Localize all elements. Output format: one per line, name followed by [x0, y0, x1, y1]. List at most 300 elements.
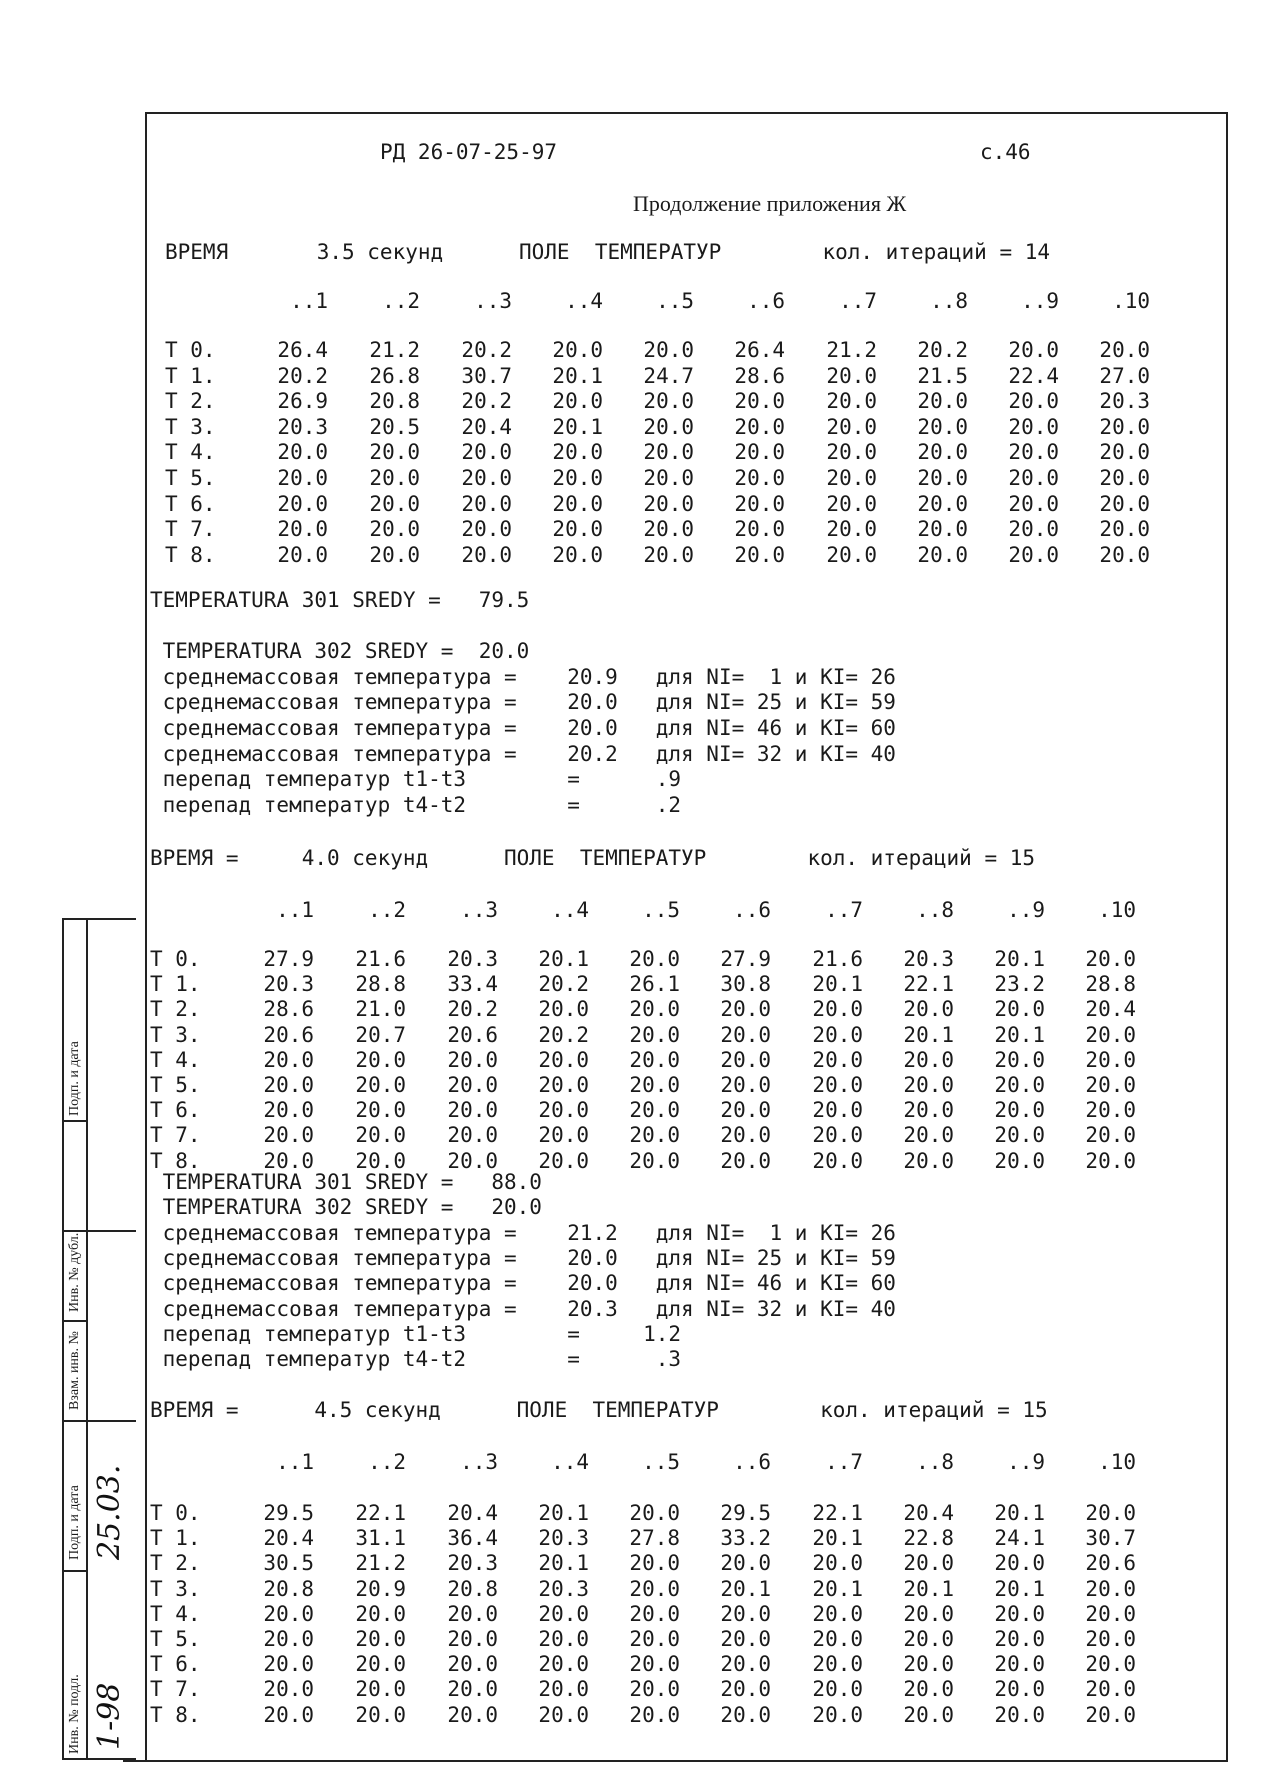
table-cell: 20.0 — [538, 1098, 589, 1123]
table-cell: 20.0 — [629, 1098, 680, 1123]
table-cell: 20.0 — [263, 1123, 314, 1148]
table-cell: 20.2 — [917, 338, 968, 362]
column-header: ..7 — [839, 289, 877, 313]
table-cell: 20.0 — [355, 1123, 406, 1148]
row-label: T 1. — [150, 1526, 201, 1551]
table-cell: 20.8 — [447, 1576, 498, 1601]
table-cell: 20.0 — [447, 1123, 498, 1148]
table-cell: 20.5 — [369, 414, 420, 439]
table-cell: 22.1 — [812, 1501, 863, 1525]
table-cell: 20.0 — [1008, 338, 1059, 362]
table-cell: 20.3 — [263, 972, 314, 997]
table-cell: 20.0 — [1008, 517, 1059, 542]
row-label: T 4. — [150, 1601, 201, 1626]
table-cell: 20.0 — [277, 466, 328, 490]
table-cell: 20.2 — [538, 1022, 589, 1047]
row-label: T 7. — [150, 1123, 201, 1148]
table-cell: 20.0 — [720, 1022, 771, 1047]
table-cell: 20.0 — [1099, 338, 1150, 362]
table-cell: 20.0 — [1008, 542, 1059, 567]
table-cell: 20.4 — [263, 1526, 314, 1551]
table-cell: 20.0 — [629, 997, 680, 1022]
row-label: T 1. — [150, 972, 201, 997]
table-cell: 20.0 — [994, 1627, 1045, 1651]
table-cell: 20.0 — [552, 491, 603, 516]
table-cell: 20.4 — [903, 1501, 954, 1525]
table-cell: 20.0 — [461, 466, 512, 490]
table-cell: 30.5 — [263, 1551, 314, 1576]
page-number: с.46 — [980, 140, 1031, 164]
table-cell: 20.1 — [994, 1576, 1045, 1601]
table-cell: 20.1 — [552, 414, 603, 439]
time-line-2: ВРЕМЯ = 4.0 секунд ПОЛЕ ТЕМПЕРАТУР кол. итераций = 15 — [150, 846, 1036, 870]
table-cell: 20.0 — [355, 1627, 406, 1651]
table-cell: 20.0 — [461, 517, 512, 542]
table-cell: 20.0 — [552, 338, 603, 362]
table-cell: 20.0 — [812, 1022, 863, 1047]
table-cell: 20.0 — [447, 1148, 498, 1173]
summary-line: среднемассовая температура = 20.9 для NI= 1 и KI= 26 — [150, 664, 896, 689]
row-label: T 8. — [150, 1148, 201, 1173]
column-header: ..7 — [825, 898, 863, 922]
table-cell: 20.0 — [538, 1627, 589, 1651]
table-cell: 20.0 — [1085, 1148, 1136, 1173]
doc-code: РД 26-07-25-97 — [380, 140, 558, 164]
column-header: ..1 — [276, 898, 314, 922]
table-cell: 22.1 — [355, 1501, 406, 1525]
row-label: T 2. — [150, 1551, 201, 1576]
table-cell: 20.0 — [903, 1047, 954, 1072]
table-cell: 20.1 — [812, 1526, 863, 1551]
table-cell: 20.4 — [447, 1501, 498, 1525]
column-header: ..5 — [642, 898, 680, 922]
table-cell: 20.0 — [447, 1702, 498, 1727]
column-header: ..9 — [1021, 289, 1059, 313]
table-cell: 20.3 — [277, 414, 328, 439]
table-cell: 20.0 — [538, 1047, 589, 1072]
table-cell: 28.6 — [263, 997, 314, 1022]
column-header: .10 — [1098, 898, 1136, 922]
table-cell: 20.0 — [826, 517, 877, 542]
table-cell: 20.0 — [1008, 491, 1059, 516]
table-cell: 20.0 — [277, 542, 328, 567]
table-cell: 33.4 — [447, 972, 498, 997]
column-header: ..3 — [460, 1450, 498, 1474]
summary-line: перепад температур t1-t3 = .9 — [150, 767, 682, 792]
table-cell: 20.0 — [629, 1501, 680, 1525]
table-cell: 20.0 — [812, 1551, 863, 1576]
table-cell: 20.2 — [461, 338, 512, 362]
table-cell: 26.8 — [369, 363, 420, 388]
table-cell: 20.0 — [903, 1652, 954, 1677]
row-label: T 8. — [150, 1702, 201, 1727]
table-cell: 20.2 — [461, 389, 512, 414]
table-cell: 20.0 — [552, 517, 603, 542]
table-cell: 28.8 — [355, 972, 406, 997]
summary-line: перепад температур t4-t2 = .2 — [150, 792, 682, 817]
table-cell: 27.8 — [629, 1526, 680, 1551]
table-cell: 21.6 — [355, 947, 406, 971]
table-cell: 20.0 — [903, 1123, 954, 1148]
table-cell: 27.9 — [263, 947, 314, 971]
row-label: T 7. — [150, 1677, 201, 1702]
column-header: ..8 — [916, 898, 954, 922]
table-cell: 20.0 — [263, 1148, 314, 1173]
table-cell: 22.8 — [903, 1526, 954, 1551]
table-cell: 20.1 — [903, 1576, 954, 1601]
continuation-title: Продолжение приложения Ж — [633, 191, 907, 216]
column-header: ..7 — [825, 1450, 863, 1474]
table-cell: 20.0 — [826, 542, 877, 567]
table-cell: 20.0 — [720, 1677, 771, 1702]
table-cell: 20.0 — [461, 440, 512, 465]
table-cell: 20.0 — [917, 389, 968, 414]
table-cell: 20.1 — [538, 947, 589, 971]
table-cell: 30.7 — [461, 363, 512, 388]
table-cell: 20.0 — [826, 491, 877, 516]
table-cell: 20.0 — [1085, 1601, 1136, 1626]
column-header: ..9 — [1007, 1450, 1045, 1474]
row-label: T 5. — [165, 466, 216, 490]
table-cell: 20.3 — [447, 1551, 498, 1576]
table-cell: 20.0 — [277, 517, 328, 542]
table-cell: 20.0 — [1085, 1047, 1136, 1072]
table-cell: 28.6 — [734, 363, 785, 388]
table-cell: 20.0 — [263, 1677, 314, 1702]
table-cell: 33.2 — [720, 1526, 771, 1551]
table-cell: 31.1 — [355, 1526, 406, 1551]
table-cell: 27.9 — [720, 947, 771, 971]
table-cell: 20.0 — [812, 1098, 863, 1123]
table-cell: 20.0 — [538, 1073, 589, 1097]
table-cell: 20.0 — [720, 1073, 771, 1097]
table-cell: 20.8 — [263, 1576, 314, 1601]
table-cell: 20.0 — [277, 491, 328, 516]
column-header: ..6 — [747, 289, 785, 313]
column-header: .10 — [1098, 1450, 1136, 1474]
table-cell: 20.1 — [903, 1022, 954, 1047]
table-cell: 20.4 — [1085, 997, 1136, 1022]
table-cell: 20.3 — [538, 1526, 589, 1551]
table-cell: 20.0 — [629, 1576, 680, 1601]
table-cell: 20.0 — [643, 414, 694, 439]
table-cell: 20.1 — [812, 1576, 863, 1601]
table-cell: 20.0 — [812, 1627, 863, 1651]
table-cell: 20.0 — [1085, 1652, 1136, 1677]
column-header: ..1 — [276, 1450, 314, 1474]
table-cell: 20.0 — [1085, 1677, 1136, 1702]
table-cell: 20.1 — [994, 1501, 1045, 1525]
table-cell: 20.0 — [734, 414, 785, 439]
table-cell: 20.0 — [994, 1123, 1045, 1148]
table-cell: 20.0 — [994, 997, 1045, 1022]
table-cell: 20.0 — [629, 1022, 680, 1047]
table-cell: 20.0 — [629, 1702, 680, 1727]
table-cell: 20.9 — [355, 1576, 406, 1601]
table-cell: 20.0 — [643, 491, 694, 516]
table-cell: 21.2 — [826, 338, 877, 362]
table-cell: 20.0 — [994, 1702, 1045, 1727]
stamp-label-podp-data-1: Подп. и дата — [67, 1485, 82, 1560]
table-cell: 20.0 — [720, 1098, 771, 1123]
row-label: T 1. — [165, 363, 216, 388]
table-cell: 27.0 — [1099, 363, 1150, 388]
table-cell: 20.0 — [1008, 389, 1059, 414]
row-label: T 4. — [165, 440, 216, 465]
table-cell: 20.0 — [447, 1652, 498, 1677]
table-cell: 20.0 — [812, 1073, 863, 1097]
row-label: T 3. — [150, 1022, 201, 1047]
table-cell: 20.0 — [447, 1098, 498, 1123]
table-cell: 23.2 — [994, 972, 1045, 997]
table-cell: 20.0 — [1085, 1123, 1136, 1148]
table-cell: 20.0 — [629, 1551, 680, 1576]
column-header: ..4 — [551, 1450, 589, 1474]
summary-line: TEMPERATURA 302 SREDY = 20.0 — [150, 639, 530, 664]
table-cell: 20.1 — [720, 1576, 771, 1601]
table-cell: 20.0 — [720, 1601, 771, 1626]
table-cell: 20.0 — [629, 947, 680, 971]
column-header: ..8 — [916, 1450, 954, 1474]
column-header: ..2 — [368, 1450, 406, 1474]
table-cell: 20.0 — [1085, 1627, 1136, 1651]
table-cell: 20.0 — [643, 389, 694, 414]
table-cell: 20.0 — [903, 1148, 954, 1173]
table-cell: 20.0 — [552, 389, 603, 414]
table-cell: 20.0 — [812, 1148, 863, 1173]
table-cell: 20.1 — [994, 1022, 1045, 1047]
table-cell: 20.0 — [538, 997, 589, 1022]
table-cell: 20.0 — [917, 466, 968, 490]
table-cell: 21.2 — [369, 338, 420, 362]
table-cell: 20.0 — [903, 1601, 954, 1626]
table-cell: 20.0 — [720, 1123, 771, 1148]
table-cell: 20.2 — [538, 972, 589, 997]
table-cell: 20.0 — [447, 1601, 498, 1626]
table-cell: 20.0 — [629, 1148, 680, 1173]
table-cell: 20.0 — [994, 1601, 1045, 1626]
column-header: ..8 — [930, 289, 968, 313]
column-header: ..4 — [551, 898, 589, 922]
column-header: ..5 — [656, 289, 694, 313]
table-cell: 20.0 — [552, 542, 603, 567]
table-cell: 20.0 — [263, 1047, 314, 1072]
table-cell: 20.0 — [1008, 414, 1059, 439]
table-cell: 20.0 — [552, 440, 603, 465]
stamp-label-podp-data-2: Подп. и дата — [67, 1041, 82, 1116]
table-cell: 20.0 — [277, 440, 328, 465]
table-cell: 20.0 — [903, 1098, 954, 1123]
table-cell: 20.0 — [369, 440, 420, 465]
table-cell: 20.0 — [994, 1073, 1045, 1097]
table-cell: 20.0 — [355, 1702, 406, 1727]
table-cell: 20.7 — [355, 1022, 406, 1047]
table-cell: 20.0 — [903, 997, 954, 1022]
table-cell: 20.0 — [355, 1677, 406, 1702]
column-header: ..3 — [474, 289, 512, 313]
table-cell: 20.0 — [263, 1702, 314, 1727]
table-cell: 20.0 — [720, 997, 771, 1022]
row-label: T 5. — [150, 1073, 201, 1097]
table-cell: 20.0 — [903, 1551, 954, 1576]
table-cell: 20.0 — [734, 466, 785, 490]
table-cell: 20.0 — [643, 338, 694, 362]
page-frame-right — [1226, 112, 1228, 1762]
table-cell: 24.7 — [643, 363, 694, 388]
table-cell: 20.0 — [447, 1073, 498, 1097]
table-cell: 22.1 — [903, 972, 954, 997]
column-header: ..6 — [733, 898, 771, 922]
summary-line: среднемассовая температура = 20.0 для NI= 25 и KI= 59 — [150, 690, 896, 715]
stamp-label-inv-podl: Инв. № подл. — [67, 1674, 82, 1754]
table-cell: 20.0 — [812, 1047, 863, 1072]
table-cell: 20.0 — [369, 542, 420, 567]
table-cell: 21.2 — [355, 1551, 406, 1576]
column-header: ..2 — [382, 289, 420, 313]
column-header: ..4 — [565, 289, 603, 313]
table-cell: 20.0 — [720, 1652, 771, 1677]
table-cell: 20.0 — [263, 1073, 314, 1097]
column-header: ..5 — [642, 1450, 680, 1474]
row-label: T 8. — [165, 542, 216, 567]
table-cell: 20.1 — [812, 972, 863, 997]
table-cell: 20.6 — [447, 1022, 498, 1047]
table-cell: 20.1 — [538, 1551, 589, 1576]
table-cell: 20.0 — [629, 1123, 680, 1148]
table-cell: 20.0 — [994, 1148, 1045, 1173]
table-cell: 20.0 — [643, 542, 694, 567]
table-cell: 20.0 — [629, 1073, 680, 1097]
table-cell: 20.0 — [355, 1098, 406, 1123]
row-label: T 6. — [150, 1098, 201, 1123]
column-header: .10 — [1112, 289, 1150, 313]
table-cell: 21.6 — [812, 947, 863, 971]
table-cell: 20.0 — [720, 1627, 771, 1651]
table-cell: 20.0 — [826, 389, 877, 414]
row-label: T 3. — [150, 1576, 201, 1601]
table-cell: 20.1 — [552, 363, 603, 388]
table-cell: 20.0 — [826, 466, 877, 490]
table-cell: 20.0 — [369, 517, 420, 542]
row-label: T 2. — [165, 389, 216, 414]
table-cell: 26.4 — [277, 338, 328, 362]
table-cell: 20.0 — [994, 1098, 1045, 1123]
table-cell: 20.0 — [1085, 1022, 1136, 1047]
table-cell: 20.0 — [461, 491, 512, 516]
table-cell: 20.0 — [447, 1047, 498, 1072]
row-label: T 4. — [150, 1047, 201, 1072]
table-cell: 20.0 — [1099, 517, 1150, 542]
table-cell: 20.2 — [277, 363, 328, 388]
table-cell: 20.0 — [734, 440, 785, 465]
table-cell: 20.0 — [552, 466, 603, 490]
table-cell: 24.1 — [994, 1526, 1045, 1551]
row-label: T 0. — [165, 338, 216, 362]
table-cell: 20.0 — [1085, 1501, 1136, 1525]
column-header: ..1 — [290, 289, 328, 313]
table-cell: 20.0 — [917, 440, 968, 465]
table-cell: 20.0 — [629, 1677, 680, 1702]
table-cell: 20.0 — [917, 542, 968, 567]
table-cell: 20.0 — [355, 1148, 406, 1173]
table-cell: 22.4 — [1008, 363, 1059, 388]
table-cell: 28.8 — [1085, 972, 1136, 997]
handwritten-inv-number: 1-98 — [92, 1682, 127, 1750]
table-cell: 20.0 — [355, 1047, 406, 1072]
table-cell: 20.0 — [734, 542, 785, 567]
summary-line: TEMPERATURA 301 SREDY = 88.0 — [150, 1170, 542, 1194]
table-cell: 20.0 — [629, 1047, 680, 1072]
table-cell: 20.2 — [447, 997, 498, 1022]
table-cell: 20.0 — [720, 1702, 771, 1727]
page-frame-left — [145, 112, 147, 1762]
table-cell: 26.9 — [277, 389, 328, 414]
table-cell: 20.0 — [734, 389, 785, 414]
table-cell: 20.0 — [812, 1702, 863, 1727]
table-cell: 20.0 — [1085, 1098, 1136, 1123]
table-cell: 20.0 — [1099, 491, 1150, 516]
page-frame-top — [145, 112, 1227, 114]
handwritten-signature-date: 25.03. — [92, 1464, 127, 1560]
table-cell: 20.0 — [812, 1652, 863, 1677]
table-cell: 20.0 — [643, 466, 694, 490]
table-cell: 20.0 — [447, 1677, 498, 1702]
table-cell: 20.0 — [538, 1601, 589, 1626]
table-cell: 20.0 — [1008, 466, 1059, 490]
table-cell: 20.1 — [538, 1501, 589, 1525]
table-cell: 29.5 — [720, 1501, 771, 1525]
table-cell: 20.0 — [903, 1677, 954, 1702]
table-cell: 20.0 — [538, 1702, 589, 1727]
table-cell: 26.4 — [734, 338, 785, 362]
table-cell: 20.0 — [917, 491, 968, 516]
table-cell: 20.4 — [461, 414, 512, 439]
row-label: T 7. — [165, 517, 216, 542]
table-cell: 20.0 — [1099, 440, 1150, 465]
table-cell: 20.0 — [720, 1148, 771, 1173]
summary-line: среднемассовая температура = 21.2 для NI= 1 и KI= 26 — [150, 1220, 896, 1245]
table-cell: 20.0 — [369, 466, 420, 490]
table-cell: 20.0 — [720, 1047, 771, 1072]
table-cell: 20.0 — [812, 1677, 863, 1702]
time-line-3: ВРЕМЯ = 4.5 секунд ПОЛЕ ТЕМПЕРАТУР кол. итераций = 15 — [150, 1398, 1048, 1422]
column-header: ..6 — [733, 1450, 771, 1474]
table-cell: 20.0 — [1085, 947, 1136, 971]
table-cell: 20.0 — [1085, 1576, 1136, 1601]
table-cell: 26.1 — [629, 972, 680, 997]
table-cell: 20.3 — [903, 947, 954, 971]
table-cell: 20.0 — [812, 1123, 863, 1148]
table-cell: 29.5 — [263, 1501, 314, 1525]
table-cell: 20.6 — [263, 1022, 314, 1047]
table-cell: 20.0 — [355, 1073, 406, 1097]
table-cell: 20.0 — [903, 1073, 954, 1097]
summary-line: среднемассовая температура = 20.0 для NI= 25 и KI= 59 — [150, 1245, 896, 1270]
summary-line: среднемассовая температура = 20.0 для NI= 46 и KI= 60 — [150, 1271, 896, 1296]
summary-line: TEMPERATURA 302 SREDY = 20.0 — [150, 1195, 542, 1220]
table-cell: 20.3 — [538, 1576, 589, 1601]
table-cell: 20.0 — [629, 1601, 680, 1626]
table-cell: 20.0 — [263, 1652, 314, 1677]
side-stamp — [62, 918, 136, 1760]
table-cell: 20.0 — [826, 363, 877, 388]
table-cell: 20.0 — [1008, 440, 1059, 465]
row-label: T 6. — [165, 491, 216, 516]
row-label: T 0. — [150, 1501, 201, 1525]
summary-line: среднемассовая температура = 20.0 для NI= 46 и KI= 60 — [150, 716, 896, 740]
table-cell: 20.8 — [369, 389, 420, 414]
table-cell: 20.0 — [720, 1551, 771, 1576]
